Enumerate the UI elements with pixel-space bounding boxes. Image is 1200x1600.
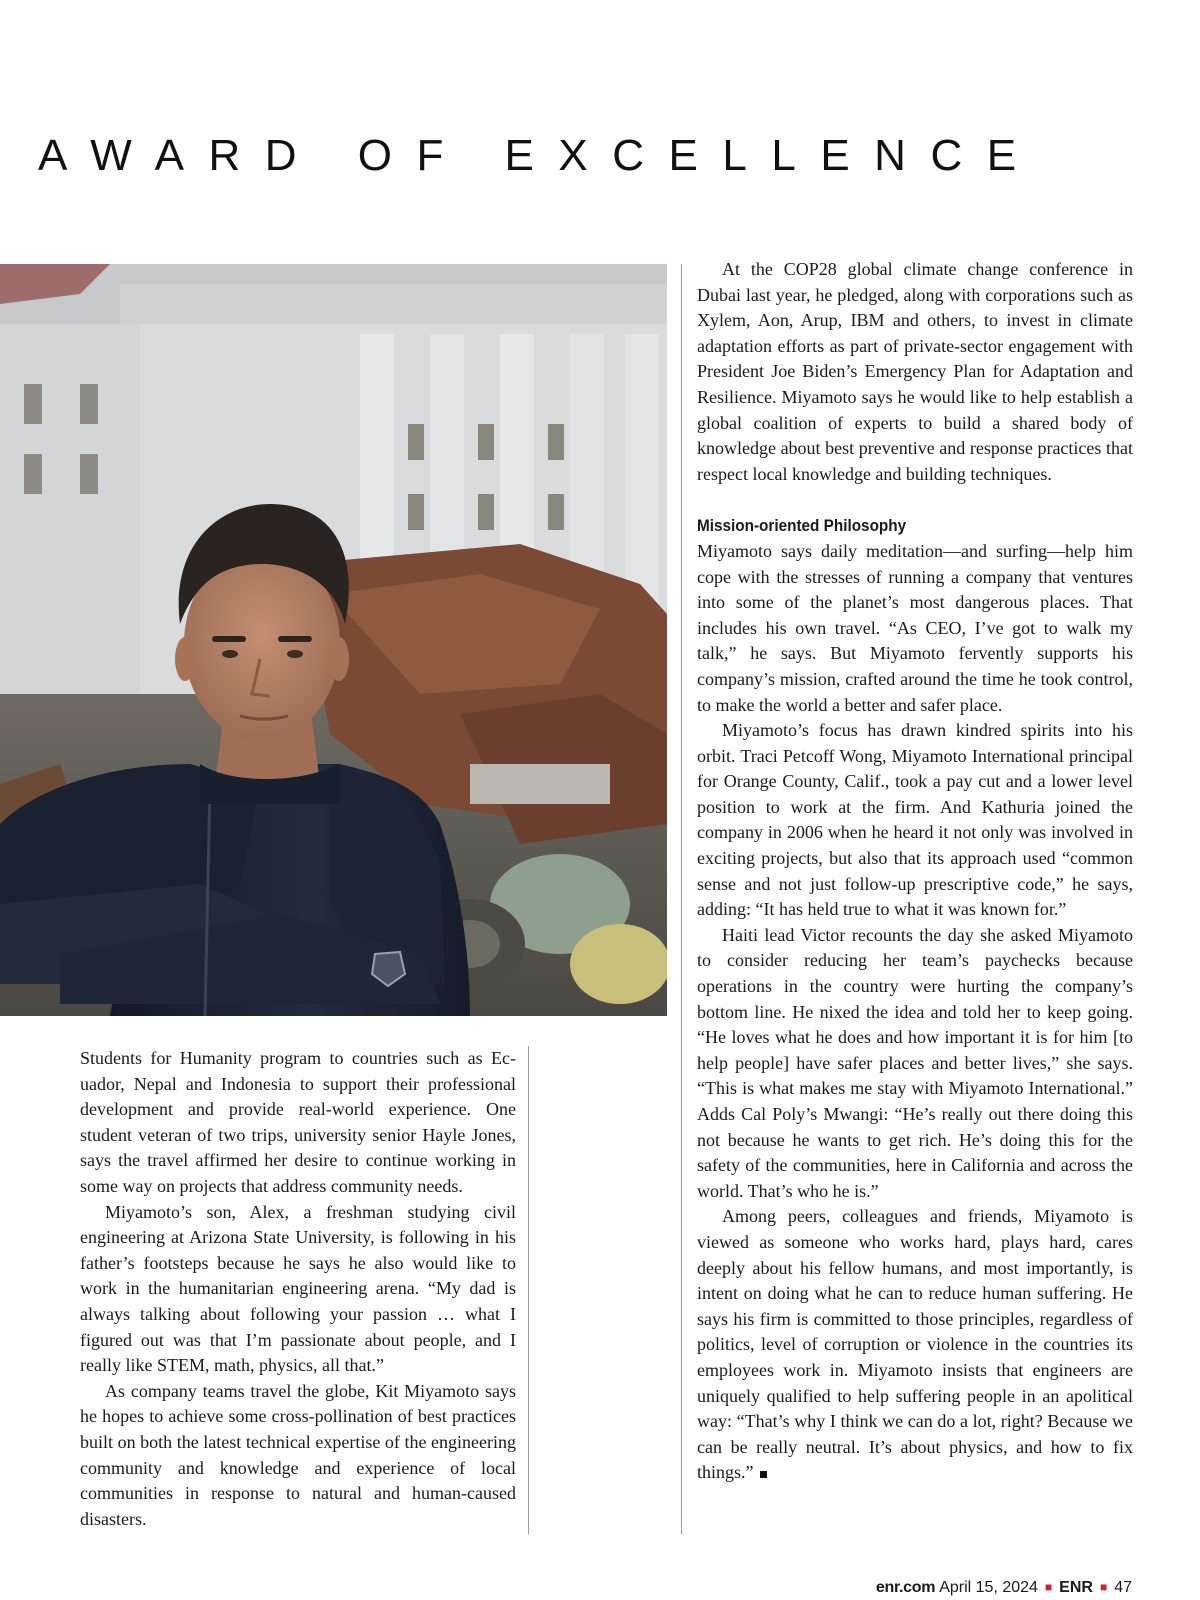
- left-text-column: [80, 1046, 516, 1532]
- left-paragraph-1: Students for Humanity program to countries such as Ecuador, Nepal and Indonesia to support their professional development and provide real-world experience. One student veteran of two trips, university senior Hayle Jones, says the travel affirmed her desire to continue working in some way on projects that address community needs.: [80, 1048, 516, 1196]
- footer-date: April 15, 2024: [939, 1579, 1038, 1596]
- right-paragraph-4: [697, 1204, 1133, 1486]
- section-title: AWARD OF EXCELLENCE: [38, 131, 1041, 180]
- left-paragraph-3: As company teams travel the globe, Kit Miyamoto says he hopes to achieve some cross-pollination of best practices built on both the latest technical expertise of the engineering community and knowledge and experience of local communities in response to natural and human-caused disasters.: [80, 1380, 516, 1529]
- paragraph-spacer: [697, 487, 1133, 513]
- end-of-story-mark-icon: [760, 1471, 767, 1478]
- left-paragraph-2: Miyamoto’s son, Alex, a freshman studying civil engineering at Arizona State University, is following in his father’s footsteps because he says he also would like to work in the humanitarian engineering arena. “My dad is always talking about following your passion … what I figured out was that I’m passionate about people, and I really like STEM, math, physics, all that.”: [80, 1201, 516, 1376]
- section-subhead: Mission-oriented Philosophy: [697, 516, 907, 536]
- feature-photo: [0, 264, 667, 1016]
- closing-paragraph-text: Among peers, colleagues and friends, Miyamoto is viewed as someone who works hard, plays hard, cares deeply about his fellow humans, and most importantly, is intent on doing what he can to reduce human suffering. He says his firm is committed to those principles, regardless of politics, level of corruption or violence in the countries its employees work in. Miyamoto insists that engineers are uniquely qualified to help suffering people in an apolitical way: “That’s why I think we can do a lot, right? Because we can be really neutral. It’s about physics, and how to fix things.”: [697, 1206, 1133, 1483]
- column-divider-right: [681, 264, 682, 1534]
- right-paragraph-3: Haiti lead Victor recounts the day she asked Miyamoto to consider reducing her team’s paychecks because operations in the country were hurting the company’s bottom line. He nixed the idea and told her to keep going. “He loves what he does and how important it is for him [to help people] have safer places and better lives,” she says. “This is what makes me stay with Miyamoto International.” Adds Cal Poly’s Mwangi: “He’s really out there doing this not because he wants to get rich. He’s doing this for the safety of the communities, here in California and across the world. That’s who he is.”: [697, 924, 1133, 1201]
- right-paragraph-1: Miyamoto says daily meditation—and surfing—help him cope with the stresses of running a company that ventures into some of the planet’s most dangerous places. That includes his own travel. “As CEO, I’ve got to walk my talk,” he says. But Miyamoto fervently supports his company’s mission, crafted around the time he took control, to make the world a better and safer place.: [697, 540, 1133, 715]
- footer-separator-icon: ■: [1099, 1580, 1108, 1594]
- right-paragraph-2: Miyamoto’s focus has drawn kindred spirits into his orbit. Traci Petcoff Wong, Miyamoto International principal for Orange County, Calif., took a pay cut and a lower level position to work at the firm. And Kathuria joined the company in 2006 when he heard it not only was involved in exciting projects, but also that its approach used “common sense and not just follow-up prescriptive code,” he says, adding: “It has held true to what it was known for.”: [697, 720, 1133, 920]
- footer-site: enr.com: [875, 1579, 936, 1596]
- page-footer: [876, 1577, 1132, 1598]
- right-intro-paragraph: At the COP28 global climate change conference in Dubai last year, he pledged, along with corporations such as Xylem, Aon, Arup, IBM and others, to invest in climate adaptation efforts as part of private-sector engagement with President Joe Biden’s Emergency Plan for Adaptation and Resilience. Miyamoto says he would like to help establish a global coalition of experts to build a shared body of knowledge about best preventive and response practices that respect local knowledge and building techniques.: [697, 259, 1133, 484]
- column-divider-left: [528, 1046, 529, 1534]
- right-text-column: [697, 257, 1133, 1486]
- footer-page-number: 47: [1114, 1579, 1132, 1596]
- footer-publication: ENR: [1059, 1579, 1093, 1596]
- footer-separator-icon: ■: [1044, 1580, 1053, 1594]
- portrait-photo-illustration: [0, 264, 667, 1016]
